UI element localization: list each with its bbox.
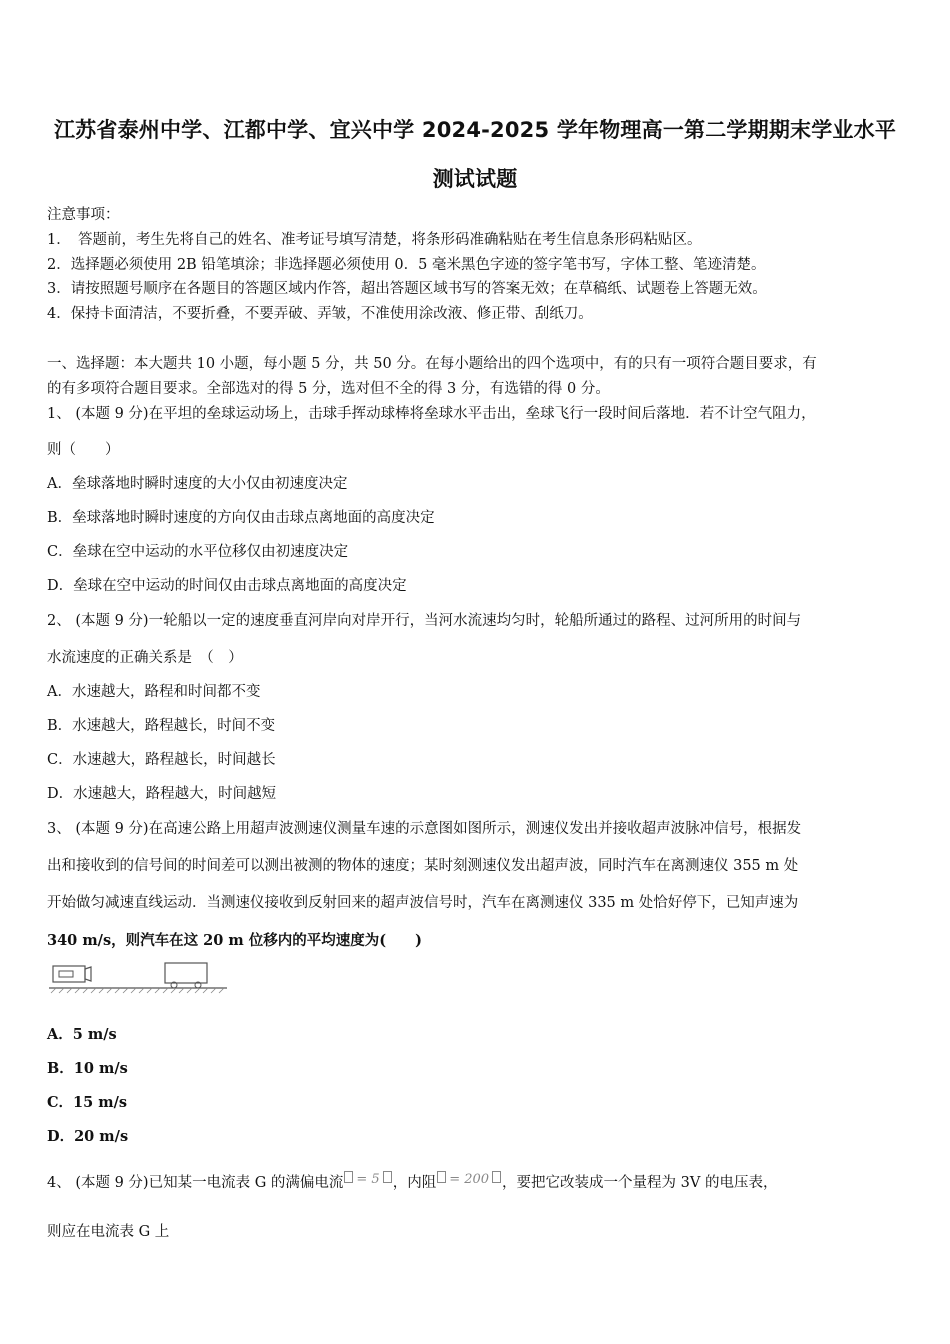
- question-3-stem-line-3: 开始做匀减速直线运动．当测速仪接收到反射回来的超声波信号时，汽车在离测速仪 335 m 处恰好停下，已知声速为: [47, 895, 799, 911]
- question-2-option-a: A．水速越大，路程和时间都不变: [47, 684, 261, 700]
- question-1-option-d: D．垒球在空中运动的时间仅由击球点离地面的高度决定: [47, 578, 407, 594]
- question-1-option-b: B．垒球落地时瞬时速度的方向仅由击球点离地面的高度决定: [47, 510, 435, 526]
- internal-resistance-formula: = 200: [449, 1172, 490, 1187]
- road-ground-icon: [49, 988, 227, 993]
- question-2-option-b: B．水速越大，路程越长，时间不变: [47, 718, 276, 734]
- formula-placeholder-icon: [492, 1171, 501, 1183]
- question-4-text-part-2: ，内阻: [392, 1175, 437, 1191]
- question-3-stem-line-4: 340 m/s，则汽车在这 20 m 位移内的平均速度为( ): [47, 932, 423, 949]
- question-1-stem-line-2: 则（ ）: [47, 442, 120, 458]
- formula-placeholder-icon: [383, 1171, 392, 1183]
- question-1-option-c: C．垒球在空中运动的水平位移仅由初速度决定: [47, 544, 349, 560]
- section-1-instructions-line-1: 一、选择题：本大题共 10 小题，每小题 5 分，共 50 分。在每小题给出的四个选项中，有的只有一项符合题目要求，有: [47, 356, 817, 372]
- exam-title-line-2: 测试试题: [432, 167, 518, 191]
- question-3-stem-line-1: 3、 (本题 9 分)在高速公路上用超声波测速仪测量车速的示意图如图所示，测速仪发出并接收超声波脉冲信号，根据发: [47, 821, 802, 837]
- question-3-stem-line-2: 出和接收到的信号间的时间差可以测出被测的物体的速度；某时刻测速仪发出超声波，同时汽车在离测速仪 355 m 处: [47, 858, 799, 874]
- speed-radar-diagram: [47, 958, 229, 996]
- question-3-option-d: D．20 m/s: [47, 1128, 129, 1145]
- question-2-stem-line-2: 水流速度的正确关系是 （ ）: [47, 650, 243, 666]
- question-4-text-part-3: ，要把它改装成一个量程为 3V 的电压表，: [502, 1175, 778, 1191]
- question-1-option-a: A．垒球落地时瞬时速度的大小仅由初速度决定: [47, 476, 348, 492]
- question-3-option-b: B．10 m/s: [47, 1060, 128, 1077]
- question-2-option-c: C．水速越大，路程越长，时间越长: [47, 752, 276, 768]
- question-3-option-a: A．5 m/s: [47, 1026, 117, 1043]
- car-icon: [165, 963, 207, 988]
- note-item-1: 1． 答题前，考生先将自己的姓名、准考证号填写清楚，将条形码准确粘贴在考生信息条形码粘贴区。: [47, 232, 702, 248]
- question-4-text-part-1: 4、 (本题 9 分)已知某一电流表 G 的满偏电流: [47, 1175, 344, 1191]
- note-item-3: 3．请按照题号顺序在各题目的答题区域内作答，超出答题区域书写的答案无效；在草稿纸、试题卷上答题无效。: [47, 281, 767, 297]
- radar-device-icon: [53, 966, 91, 982]
- notes-heading: 注意事项：: [47, 207, 120, 223]
- full-scale-current-formula: = 5: [356, 1172, 380, 1187]
- note-item-2: 2．选择题必须使用 2B 铅笔填涂；非选择题必须使用 0．5 毫米黑色字迹的签字笔书写，字体工整、笔迹清楚。: [47, 257, 766, 273]
- question-1-stem-line-1: 1、 (本题 9 分)在平坦的垒球运动场上，击球手挥动球棒将垒球水平击出，垒球飞行一段时间后落地．若不计空气阻力，: [47, 406, 816, 422]
- section-1-instructions-line-2: 的有多项符合题目要求。全部选对的得 5 分，选对但不全的得 3 分，有选错的得 0 分。: [47, 381, 610, 397]
- exam-title-line-1: 江苏省泰州中学、江都中学、宜兴中学 2024-2025 学年物理高一第二学期期末学业水平: [53, 118, 897, 142]
- question-4-stem-line-2: 则应在电流表 G 上: [47, 1224, 170, 1240]
- question-2-stem-line-1: 2、 (本题 9 分)一轮船以一定的速度垂直河岸向对岸开行，当河水流速均匀时，轮船所通过的路程、过河所用的时间与: [47, 613, 802, 629]
- note-item-4: 4．保持卡面清洁，不要折叠，不要弄破、弄皱，不准使用涂改液、修正带、刮纸刀。: [47, 306, 593, 322]
- question-2-option-d: D．水速越大，路程越大，时间越短: [47, 786, 277, 802]
- formula-placeholder-icon: [344, 1171, 353, 1183]
- formula-placeholder-icon: [437, 1171, 446, 1183]
- question-3-option-c: C．15 m/s: [47, 1094, 128, 1111]
- question-4-stem-line-1: [47, 1171, 777, 1192]
